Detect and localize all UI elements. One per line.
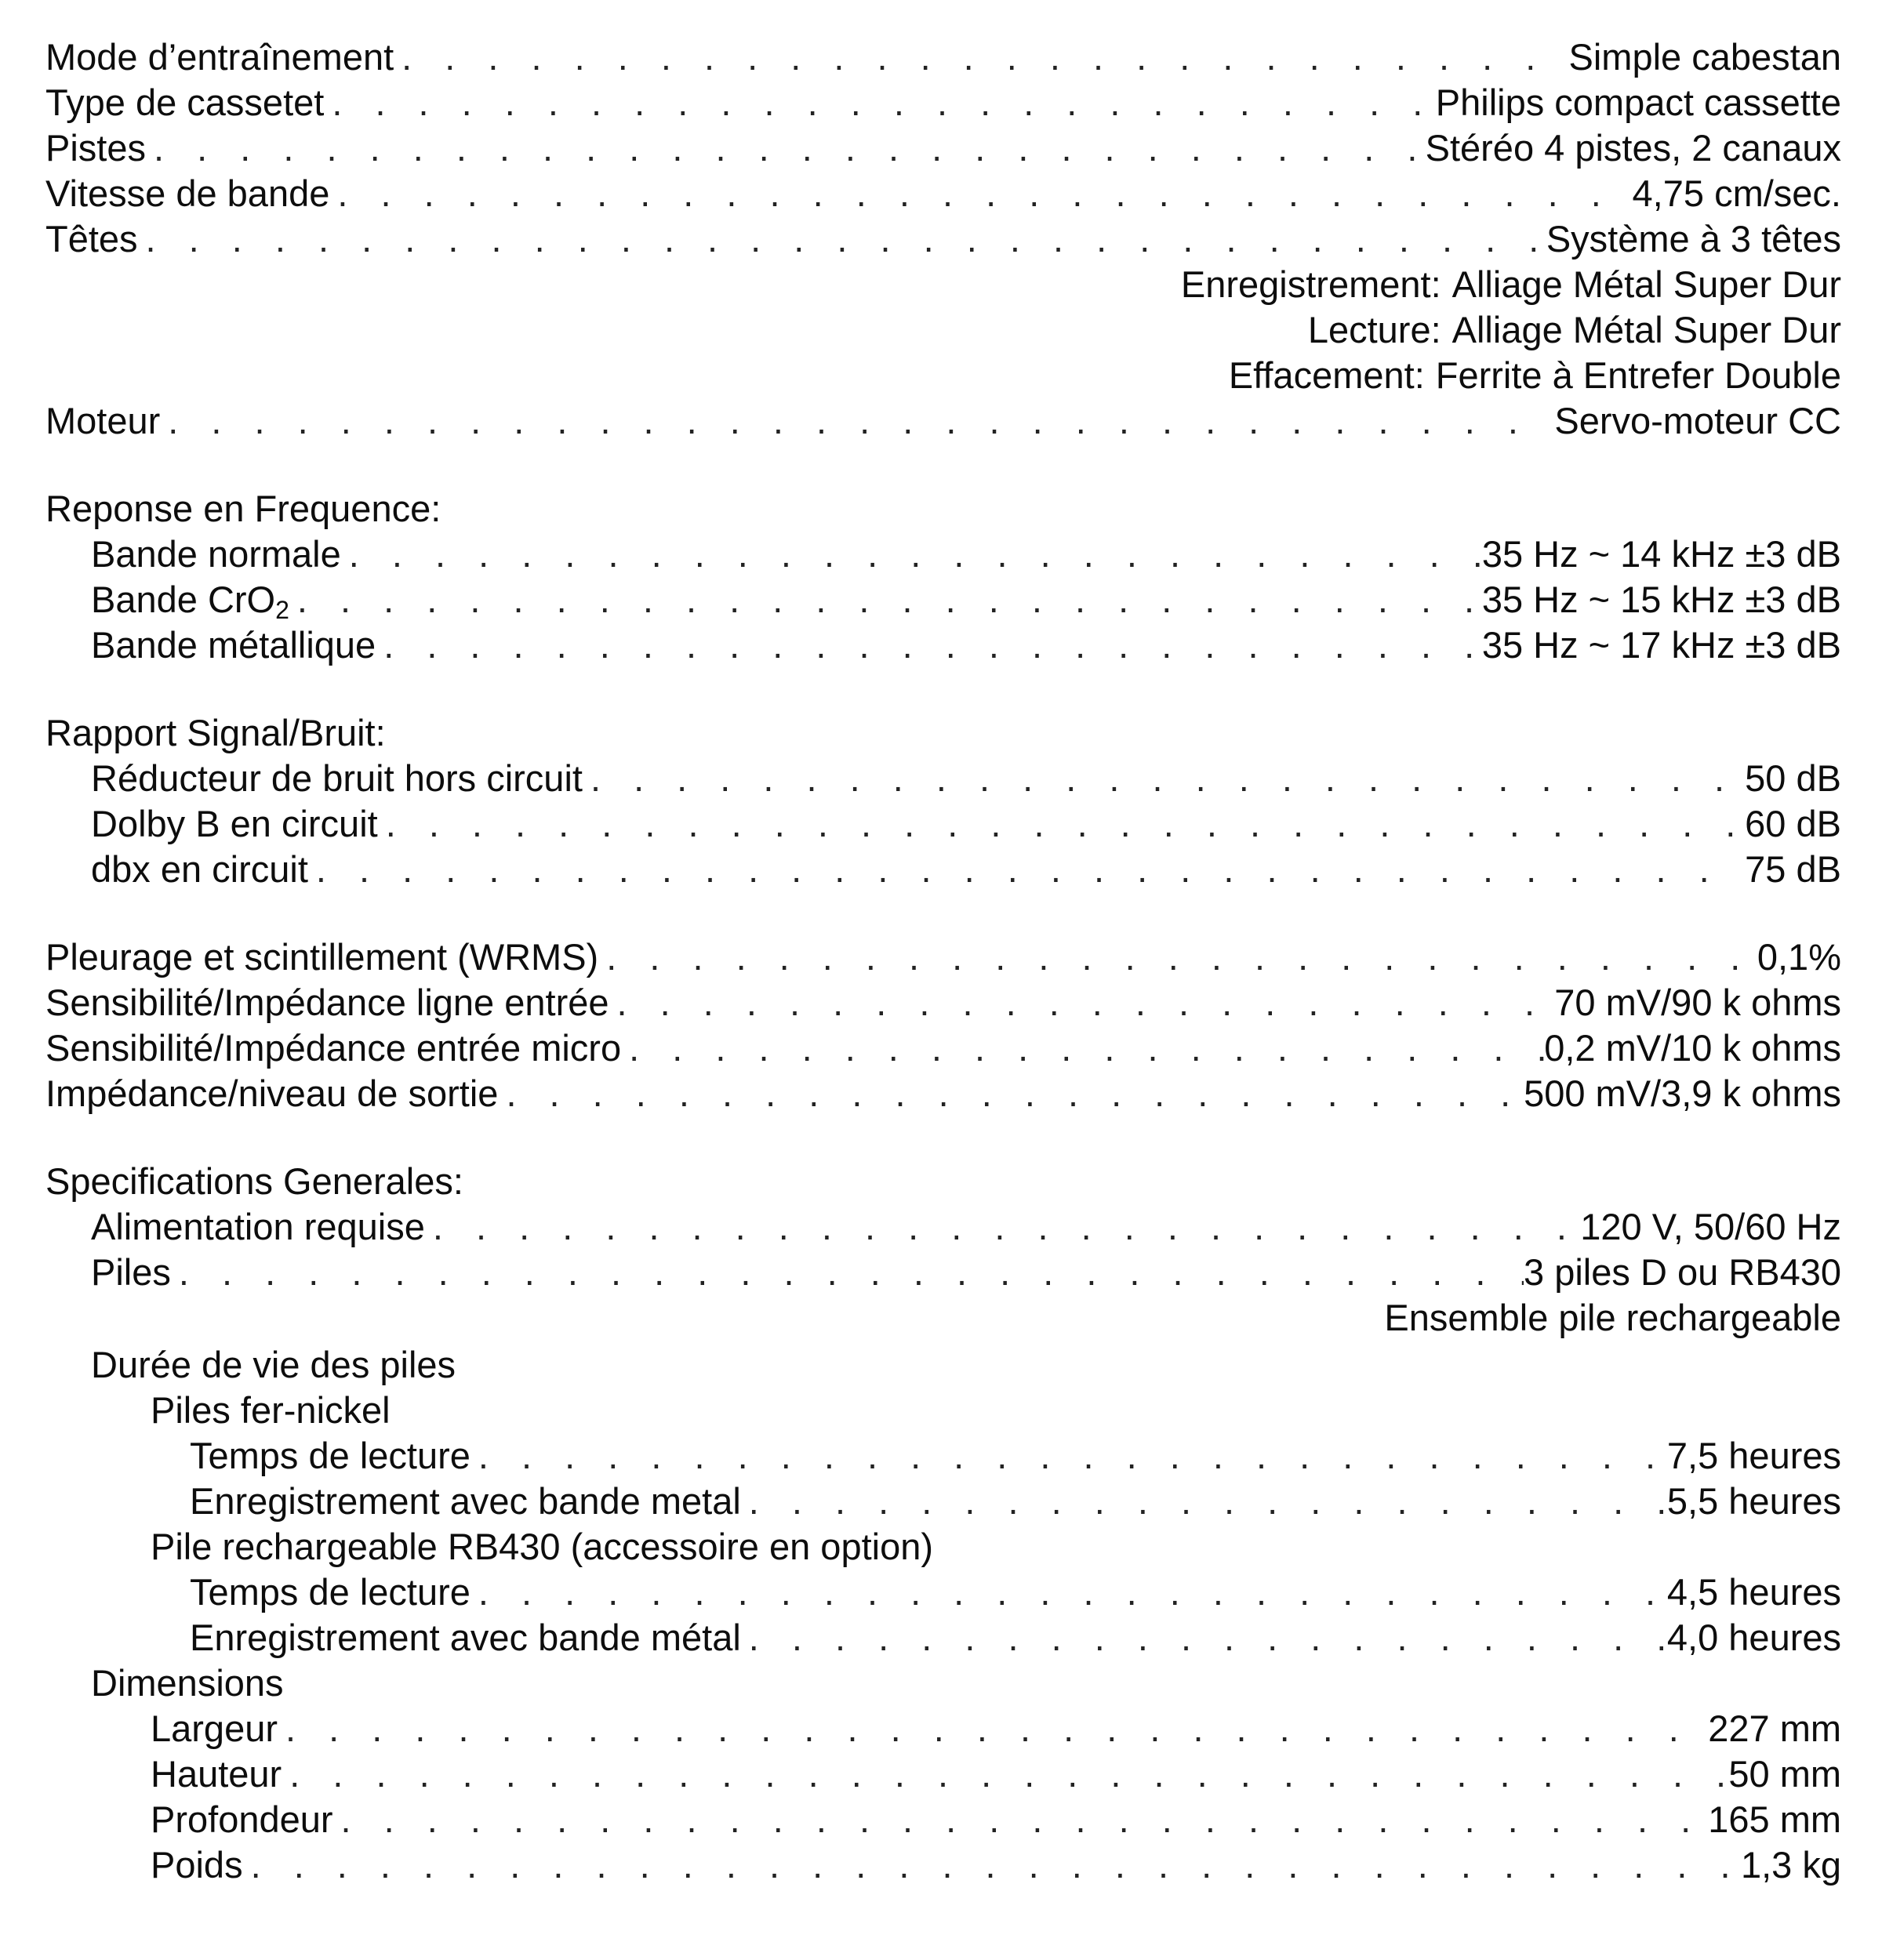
spec-label: Temps de lecture xyxy=(190,1435,470,1476)
spec-label: Temps de lecture xyxy=(190,1571,470,1613)
spec-label: Alimentation requise xyxy=(91,1206,425,1247)
spec-label: Têtes xyxy=(45,218,138,260)
spec-value: 227 mm xyxy=(1708,1708,1841,1749)
spec-value: 0,1% xyxy=(1757,936,1841,978)
spec-value: Ensemble pile rechargeable xyxy=(1384,1297,1841,1338)
dot-leader xyxy=(621,1025,1544,1071)
subsection-heading-nickel xyxy=(45,1388,1841,1433)
head-material: Ferrite à Entrefer Double xyxy=(1435,354,1841,396)
spec-label: Bande normale xyxy=(91,533,341,575)
subsection-title: Piles fer-nickel xyxy=(151,1389,391,1431)
spec-label: Pistes xyxy=(45,127,146,169)
spec-row-mic-input xyxy=(45,1025,1841,1071)
dot-leader xyxy=(394,34,1568,80)
spec-value: 165 mm xyxy=(1708,1798,1841,1840)
head-name: Effacement: xyxy=(1228,354,1425,396)
dot-leader xyxy=(583,756,1745,801)
spec-value: 5,5 heures xyxy=(1666,1480,1841,1522)
spec-row-rechargeable-record xyxy=(45,1615,1841,1661)
spec-value: Système à 3 têtes xyxy=(1546,218,1841,260)
spec-row-motor xyxy=(45,398,1841,444)
spec-row-metal-tape xyxy=(45,622,1841,668)
section-heading-frequency xyxy=(45,486,1841,532)
dot-leader xyxy=(376,622,1482,668)
spec-row-cassette-type xyxy=(45,80,1841,125)
spec-label: Impédance/niveau de sortie xyxy=(45,1073,499,1114)
dot-leader xyxy=(324,80,1435,125)
dot-leader xyxy=(243,1842,1741,1888)
spec-row-line-input xyxy=(45,980,1841,1025)
section-title: Specifications Generales: xyxy=(45,1160,463,1202)
spec-row-weight xyxy=(45,1842,1841,1888)
subsection-heading-battery-life xyxy=(45,1342,1841,1388)
spec-label: Profondeur xyxy=(151,1798,333,1840)
spec-label: dbx en circuit xyxy=(91,848,308,890)
spec-value: 4,0 heures xyxy=(1666,1617,1841,1658)
dot-leader xyxy=(378,801,1745,847)
spec-row-normal-tape xyxy=(45,532,1841,577)
spec-row-height xyxy=(45,1751,1841,1797)
spec-row-dolby-b xyxy=(45,801,1841,847)
spec-label: Bande CrO$_2$ xyxy=(91,579,289,624)
spec-value: 7,5 heures xyxy=(1666,1435,1841,1476)
subsection-title: Pile rechargeable RB430 (accessoire en option) xyxy=(151,1526,934,1567)
subsection-title: Dimensions xyxy=(91,1662,284,1704)
spec-label: Réducteur de bruit hors circuit xyxy=(91,757,583,799)
spec-row-heads xyxy=(45,216,1841,262)
dot-leader xyxy=(609,980,1555,1025)
spec-label: Moteur xyxy=(45,400,161,441)
spec-row-tape-speed xyxy=(45,171,1841,216)
spec-value: 50 mm xyxy=(1728,1753,1841,1795)
spec-label: Largeur xyxy=(151,1708,278,1749)
spec-label: Enregistrement avec bande metal xyxy=(190,1480,741,1522)
head-name: Enregistrement: xyxy=(1180,263,1441,305)
head-row-record xyxy=(45,262,1841,307)
spec-row-cro2-tape xyxy=(45,577,1841,622)
head-row-erase xyxy=(45,353,1841,398)
spec-row-batteries-alt xyxy=(45,1295,1841,1341)
spec-value: 75 dB xyxy=(1745,848,1841,890)
spec-value: Simple cabestan xyxy=(1568,36,1841,78)
subsection-title: Durée de vie des piles xyxy=(91,1344,456,1385)
section-title: Reponse en Frequence: xyxy=(45,488,441,529)
spec-value: 60 dB xyxy=(1745,803,1841,844)
subsection-heading-dimensions xyxy=(45,1661,1841,1706)
spec-value: 500 mV/3,9 k ohms xyxy=(1524,1073,1841,1114)
spec-value: 35 Hz ~ 17 kHz ±3 dB xyxy=(1481,624,1841,666)
spec-label: Piles xyxy=(91,1251,171,1293)
spec-value: 4,5 heures xyxy=(1666,1571,1841,1613)
spec-label: Poids xyxy=(151,1844,243,1886)
spec-label: Type de cassetet xyxy=(45,82,325,123)
spec-label: Pleurage et scintillement (WRMS) xyxy=(45,936,599,978)
dot-leader xyxy=(470,1570,1667,1615)
spec-value: Servo-moteur CC xyxy=(1554,400,1841,441)
spec-label: Sensibilité/Impédance entrée micro xyxy=(45,1027,622,1069)
spec-row-output xyxy=(45,1071,1841,1116)
dot-leader xyxy=(741,1479,1667,1524)
section-heading-general xyxy=(45,1159,1841,1204)
spec-row-batteries xyxy=(45,1250,1841,1295)
spec-row-tracks xyxy=(45,125,1841,171)
dot-leader xyxy=(498,1071,1524,1116)
spec-value: 120 V, 50/60 Hz xyxy=(1580,1206,1841,1247)
dot-leader xyxy=(329,171,1632,216)
section-heading-snr xyxy=(45,710,1841,756)
spec-value: Stéréo 4 pistes, 2 canaux xyxy=(1425,127,1841,169)
dot-leader xyxy=(341,532,1482,577)
spec-label: Sensibilité/Impédance ligne entrée xyxy=(45,982,609,1023)
spec-row-dbx xyxy=(45,847,1841,892)
dot-leader xyxy=(470,1433,1667,1479)
head-row-playback xyxy=(45,307,1841,353)
spec-row-nr-off xyxy=(45,756,1841,801)
dot-leader xyxy=(289,577,1482,622)
spec-row-width xyxy=(45,1706,1841,1751)
subsection-heading-rechargeable xyxy=(45,1524,1841,1570)
spec-value: 50 dB xyxy=(1745,757,1841,799)
spec-row-drive-mode xyxy=(45,34,1841,80)
dot-leader xyxy=(146,125,1426,171)
spec-row-wow-flutter xyxy=(45,935,1841,980)
spec-label: Vitesse de bande xyxy=(45,172,330,214)
spec-value: 35 Hz ~ 15 kHz ±3 dB xyxy=(1481,579,1841,620)
spec-row-power xyxy=(45,1204,1841,1250)
spec-row-rechargeable-playback xyxy=(45,1570,1841,1615)
dot-leader xyxy=(598,935,1757,980)
dot-leader xyxy=(425,1204,1580,1250)
dot-leader xyxy=(278,1706,1708,1751)
spec-row-nickel-playback xyxy=(45,1433,1841,1479)
section-title: Rapport Signal/Bruit: xyxy=(45,712,386,753)
dot-leader xyxy=(171,1250,1524,1295)
spec-value: Philips compact cassette xyxy=(1435,82,1841,123)
spec-label: Enregistrement avec bande métal xyxy=(190,1617,741,1658)
dot-leader xyxy=(282,1751,1728,1797)
spec-label: Hauteur xyxy=(151,1753,282,1795)
spec-sheet xyxy=(45,34,1841,1888)
spec-value: 1,3 kg xyxy=(1740,1844,1841,1886)
head-material: Alliage Métal Super Dur xyxy=(1451,263,1841,305)
spec-label: Mode d’entraînement xyxy=(45,36,394,78)
spec-label: Dolby B en circuit xyxy=(91,803,378,844)
spec-value: 3 piles D ou RB430 xyxy=(1524,1251,1841,1293)
spec-value: 70 mV/90 k ohms xyxy=(1554,982,1841,1023)
spec-value: 4,75 cm/sec. xyxy=(1632,172,1841,214)
spec-row-nickel-record xyxy=(45,1479,1841,1524)
dot-leader xyxy=(741,1615,1667,1661)
spec-value: 35 Hz ~ 14 kHz ±3 dB xyxy=(1481,533,1841,575)
head-material: Alliage Métal Super Dur xyxy=(1451,309,1841,350)
head-name: Lecture: xyxy=(1307,309,1441,350)
spec-value: 0,2 mV/10 k ohms xyxy=(1544,1027,1841,1069)
dot-leader xyxy=(333,1797,1709,1842)
dot-leader xyxy=(308,847,1745,892)
dot-leader xyxy=(138,216,1546,262)
dot-leader xyxy=(160,398,1554,444)
spec-row-depth xyxy=(45,1797,1841,1842)
spec-label: Bande métallique xyxy=(91,624,376,666)
